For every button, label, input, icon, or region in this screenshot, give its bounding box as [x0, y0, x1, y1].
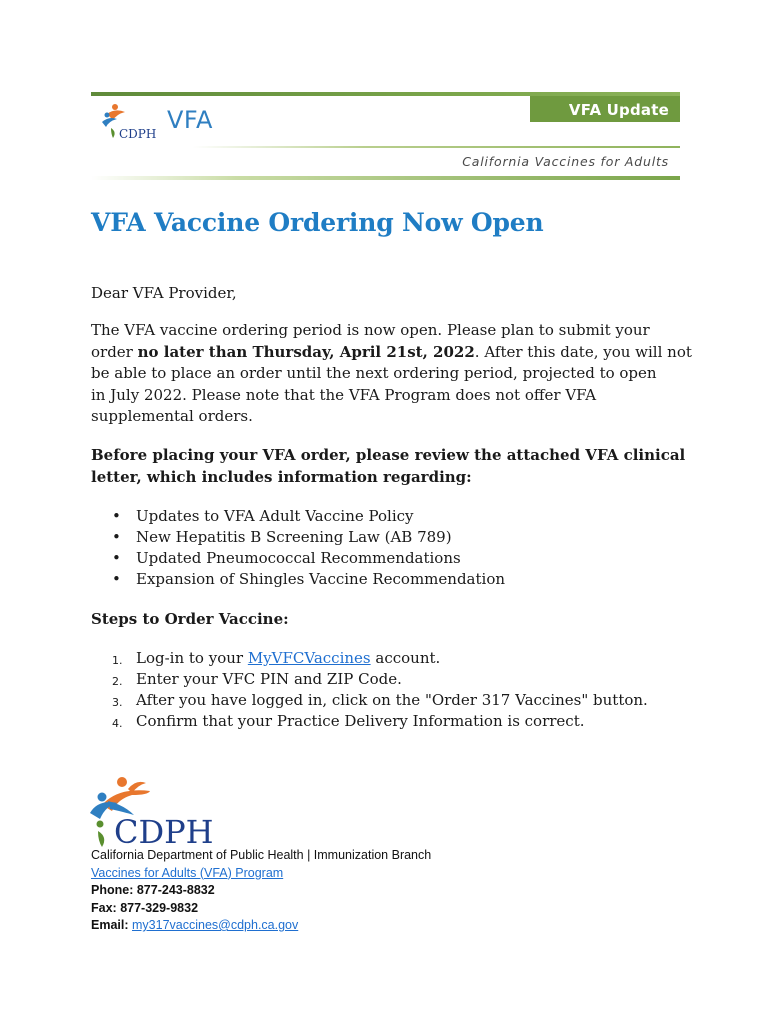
review-heading — [91, 445, 686, 488]
myvfcvaccines-link[interactable]: MyVFCVaccines — [247, 649, 371, 667]
steps-heading: Steps to Order Vaccine: — [91, 610, 289, 628]
fax-number: 877-329-9832 — [120, 900, 199, 915]
footer-contact — [91, 847, 431, 935]
list-item: • Expansion of Shingles Vaccine Recommendation — [112, 569, 505, 590]
step-item-4 — [112, 711, 648, 732]
cdph-logo-text: CDPH — [114, 813, 214, 847]
cdph-logo — [88, 775, 218, 847]
list-item: • Updated Pneumococcal Recommendations — [112, 548, 505, 569]
step-1-start: Log-in to your — [136, 649, 248, 667]
footer-fax — [91, 900, 431, 918]
footer-program-row — [91, 865, 431, 883]
banner-tag — [530, 96, 680, 122]
intro-line-5: supplemental orders. — [91, 407, 253, 425]
banner-subtitle: California Vaccines for Adults — [462, 154, 669, 169]
step-number: 3. — [112, 696, 123, 709]
list-item: • New Hepatitis B Screening Law (AB 789) — [112, 527, 505, 548]
list-item: • Updates to VFA Adult Vaccine Policy — [112, 506, 505, 527]
footer-email — [91, 917, 431, 935]
header-banner — [91, 92, 680, 180]
step-item-2 — [112, 669, 648, 690]
step-4-text: Confirm that your Practice Delivery Information is correct. — [136, 712, 585, 730]
step-number: 4. — [112, 717, 123, 730]
intro-line-3: be able to place an order until the next ordering period, projected to open — [91, 364, 657, 382]
cdph-logo-small — [101, 102, 165, 142]
intro-line-2-start: order — [91, 342, 138, 361]
review-heading-line-1: Before placing your VFA order, please review the attached VFA clinical — [91, 446, 686, 464]
review-heading-line-2: letter, which includes information regarding: — [91, 467, 472, 486]
page-title: VFA Vaccine Ordering Now Open — [91, 208, 544, 237]
step-2-text: Enter your VFC PIN and ZIP Code. — [136, 670, 402, 688]
step-number: 2. — [112, 675, 123, 688]
banner-program-name: VFA — [167, 106, 213, 134]
steps-list — [112, 648, 648, 732]
svg-text:CDPH: CDPH — [119, 127, 157, 141]
footer-phone — [91, 882, 431, 900]
fax-label: Fax: — [91, 900, 117, 915]
step-item-3 — [112, 690, 648, 711]
footer-org: California Department of Public Health | Immunization Branch — [91, 848, 432, 862]
email-link[interactable]: my317vaccines@cdph.ca.gov — [132, 918, 299, 932]
intro-line-4: in July 2022. Please note that the VFA Program does not offer VFA — [91, 385, 597, 404]
step-1-end: account. — [370, 649, 441, 667]
phone-number: 877-243-8832 — [136, 883, 215, 897]
deadline-text: no later than Thursday, April 21st, 2022 — [137, 342, 475, 361]
topics-list — [112, 506, 505, 590]
banner-tag-text: VFA Update — [568, 101, 669, 119]
step-number: 1. — [112, 654, 123, 667]
email-label: Email: — [91, 918, 129, 932]
intro-line-2-end: . After this date, you will not — [474, 342, 692, 361]
intro-line-1: The VFA vaccine ordering period is now open. Please plan to submit your — [91, 321, 650, 339]
step-3-text: After you have logged in, click on the "Order 317 Vaccines" button. — [136, 691, 648, 709]
intro-paragraph — [91, 320, 692, 428]
banner-divider — [193, 146, 680, 148]
phone-label: Phone: — [91, 883, 134, 897]
vfa-program-link[interactable]: Vaccines for Adults (VFA) Program — [91, 865, 284, 880]
intro-line-2 — [91, 342, 692, 364]
step-item-1 — [112, 648, 648, 669]
banner-bottom-line — [91, 176, 680, 180]
greeting: Dear VFA Provider, — [91, 284, 237, 302]
